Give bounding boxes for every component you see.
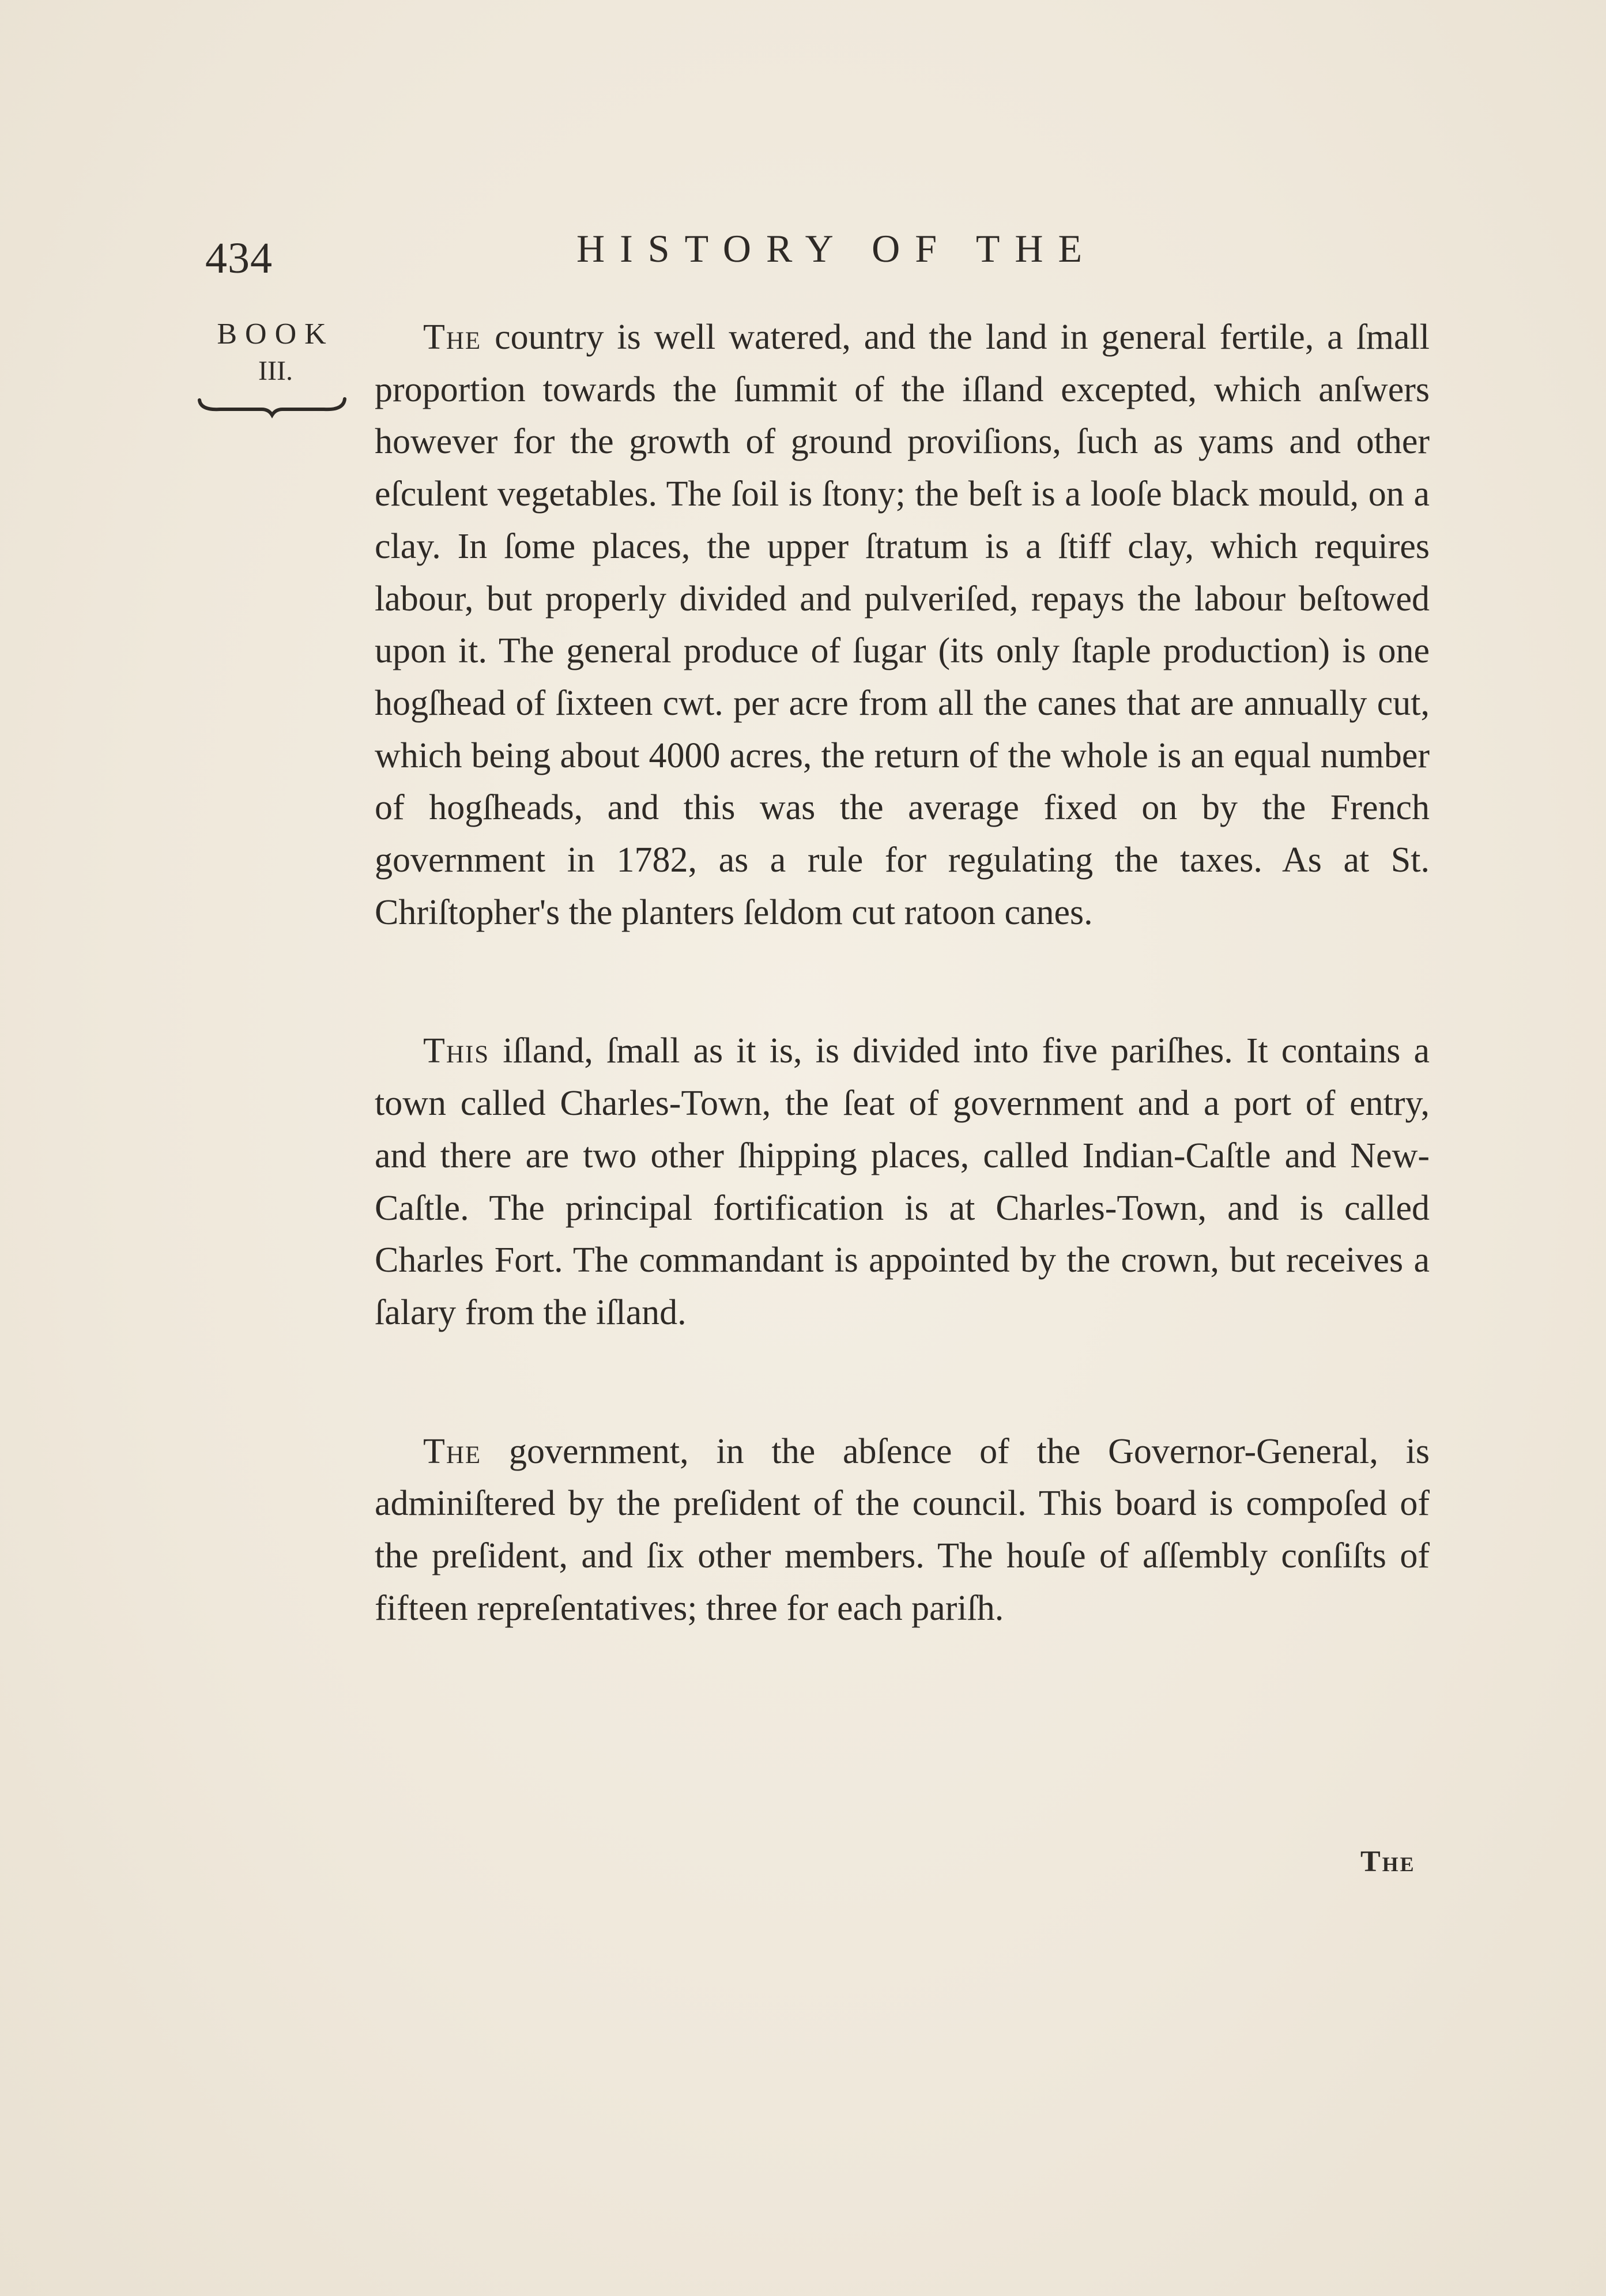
paragraph-lead: The [423, 318, 482, 357]
book-label: BOOK [217, 318, 334, 350]
paragraph-lead: The [423, 1431, 482, 1471]
paragraph-text: government, in the abſence of the Governor-General, is adminiſtered by the preſident of the council. This board is compoſed of the preſident, and ſix other members. The houſe of aſſembly conſiſts of fifteen repreſentatives; three for each pariſh. [375, 1431, 1430, 1628]
body-text [375, 311, 1430, 1634]
paragraph [375, 1025, 1430, 1339]
paragraph [375, 311, 1430, 938]
margin-note [195, 316, 356, 390]
running-head: HISTORY OF THE [576, 227, 1098, 270]
page-number: 434 [205, 234, 273, 282]
catchword: The [1360, 1845, 1416, 1878]
brace-ornament [197, 395, 347, 419]
paragraph-lead: This [423, 1031, 490, 1071]
volume-label: III. [258, 356, 293, 386]
paragraph-text: country is well watered, and the land in general fertile, a ſmall proportion towards the ſummit of the iſland excepted, which anſwers however for the growth of ground proviſions, ſuch as yams and other eſculent vegetables. The ſoil is ſtony; the beſt is a looſe black mould, on a clay. In ſome places, the upper ſtratum is a ſtiff clay, which requires labour, but properly divided and pulveriſed, repays the labour beſtowed upon it. The general produce of ſugar (its only ſtaple production) is one hogſhead of ſixteen cwt. per acre from all the canes that are annually cut, which being about 4000 acres, the return of the whole is an equal number of hogſheads, and this was the average fixed on by the French government in 1782, as a rule for regulating the taxes. As at St. Chriſtopher's the planters ſeldom cut ratoon canes. [375, 318, 1430, 932]
paragraph-text: iſland, ſmall as it is, is divided into five pariſhes. It contains a town called Charles-Town, the ſeat of government and a port of entry, and there are two other ſhipping places, called Indian-Caſtle and New-Caſtle. The principal fortification is at Charles-Town, and is called Charles Fort. The commandant is appointed by the crown, but receives a ſalary from the iſland. [375, 1031, 1430, 1332]
paragraph [375, 1426, 1430, 1635]
